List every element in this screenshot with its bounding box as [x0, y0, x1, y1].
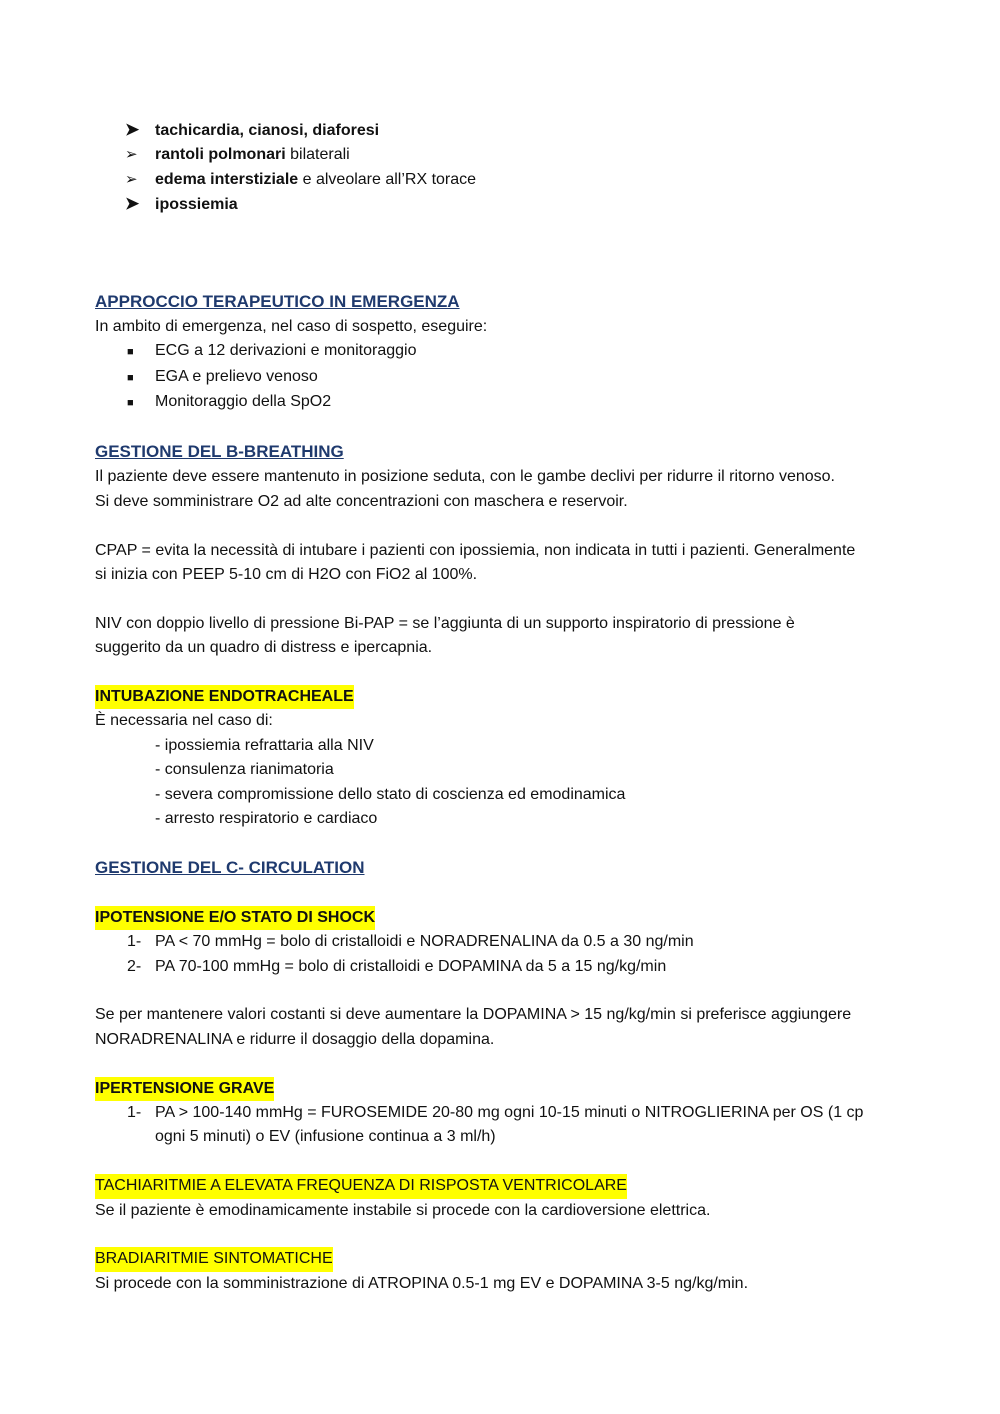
arrow-bullet-icon: ➤ [125, 120, 140, 139]
list-item [95, 168, 905, 192]
list-number: 2- [127, 957, 142, 975]
paragraph-line: NORADRENALINA e ridurre il dosaggio della dopamina. [95, 1030, 495, 1048]
list-item [95, 365, 905, 390]
list-item: - ipossiemia refrattaria alla NIV [155, 736, 374, 754]
paragraph-line: Si deve somministrare O2 ad alte concentrazioni con maschera e reservoir. [95, 492, 628, 510]
paragraph-line: si inizia con PEEP 5-10 cm di H2O con FiO2 al 100%. [95, 566, 478, 584]
list-item-continuation: ogni 5 minuti) o EV (infusione continua a 3 ml/h) [155, 1128, 496, 1146]
list-item-bold: edema interstiziale [155, 170, 299, 188]
paragraph-line: Il paziente deve essere mantenuto in posizione seduta, con le gambe declivi per ridurre il ritorno venoso. [95, 468, 835, 486]
list-item-bold: ipossiemia [155, 196, 238, 214]
list-item: - severa compromissione dello stato di coscienza ed emodinamica [155, 785, 626, 803]
list-item-text: PA > 100-140 mmHg = FUROSEMIDE 20-80 mg ogni 10-15 minuti o NITROGLIERINA per OS (1 cp [155, 1103, 864, 1121]
section-heading: GESTIONE DEL B-BREATHING [95, 442, 344, 462]
paragraph-line: Se per mantenere valori costanti si deve aumentare la DOPAMINA > 15 ng/kg/min si preferisce aggiungere [95, 1006, 852, 1024]
section-bradiaritmie [95, 1247, 905, 1296]
section-intro: In ambito di emergenza, nel caso di sospetto, eseguire: [95, 318, 488, 336]
paragraph-line: Si procede con la somministrazione di ATROPINA 0.5-1 mg EV e DOPAMINA 3-5 ng/kg/min. [95, 1274, 749, 1292]
arrow-bullet-icon: ➢ [125, 146, 138, 164]
section-breathing [95, 440, 905, 661]
arrow-bullet-icon: ➤ [125, 194, 140, 214]
square-bullet-icon: ■ [127, 371, 134, 384]
section-ipertensione [95, 1077, 905, 1150]
list-item [95, 339, 905, 364]
list-item: - arresto respiratorio e cardiaco [155, 810, 378, 828]
arrow-bullet-icon: ➢ [125, 170, 138, 188]
section-heading: GESTIONE DEL C- CIRCULATION [95, 857, 365, 877]
list-item-text: EGA e prelievo venoso [155, 367, 318, 385]
list-number: 1- [127, 1103, 142, 1121]
list-item [95, 143, 905, 167]
section-heading: IPOTENSIONE E/O STATO DI SHOCK [95, 906, 375, 930]
list-item-text: PA 70-100 mmHg = bolo di cristalloidi e DOPAMINA da 5 a 15 ng/kg/min [155, 957, 667, 975]
list-item [95, 118, 905, 143]
list-item-text: ECG a 12 derivazioni e monitoraggio [155, 342, 417, 360]
list-item-bold: tachicardia, cianosi, diaforesi [155, 122, 380, 139]
list-item-text: e alveolare all’RX torace [298, 170, 477, 188]
section-intro: È necessaria nel caso di: [95, 712, 273, 730]
list-item-text: bilaterali [285, 146, 350, 164]
paragraph-line: CPAP = evita la necessità di intubare i pazienti con ipossiemia, non indicata in tutti i pazienti. Generalmente [95, 541, 856, 559]
list-item-bold: rantoli polmonari [155, 146, 286, 164]
section-circulation [95, 856, 905, 881]
list-item [95, 192, 905, 217]
section-heading: INTUBAZIONE ENDOTRACHEALE [95, 685, 354, 709]
square-bullet-icon: ■ [127, 346, 134, 359]
list-item [95, 1101, 905, 1125]
list-item [95, 930, 905, 954]
list-number: 1- [127, 933, 142, 951]
list-item [95, 955, 905, 979]
paragraph-line: Se il paziente è emodinamicamente instabile si procede con la cardioversione elettrica. [95, 1201, 711, 1219]
symptom-list [95, 118, 905, 218]
list-item-text: Monitoraggio della SpO2 [155, 393, 332, 411]
document-page [95, 118, 905, 1296]
section-intubazione [95, 685, 905, 831]
list-item-text: PA < 70 mmHg = bolo di cristalloidi e NORADRENALINA da 0.5 a 30 ng/min [155, 933, 694, 951]
section-tachiaritmie [95, 1174, 905, 1223]
section-heading: IPERTENSIONE GRAVE [95, 1077, 274, 1101]
section-ipotensione [95, 906, 905, 1052]
paragraph-line: NIV con doppio livello di pressione Bi-PAP = se l’aggiunta di un supporto inspiratorio di pressione è [95, 614, 795, 632]
square-bullet-icon: ■ [127, 397, 134, 410]
list-item: - consulenza rianimatoria [155, 761, 334, 779]
section-heading: TACHIARITMIE A ELEVATA FREQUENZA DI RISPOSTA VENTRICOLARE [95, 1174, 627, 1198]
section-heading: APPROCCIO TERAPEUTICO IN EMERGENZA [95, 291, 460, 311]
list-item [95, 390, 905, 415]
section-heading: BRADIARITMIE SINTOMATICHE [95, 1247, 333, 1271]
paragraph-line: suggerito da un quadro di distress e ipercapnia. [95, 639, 433, 657]
section-approccio [95, 290, 905, 416]
